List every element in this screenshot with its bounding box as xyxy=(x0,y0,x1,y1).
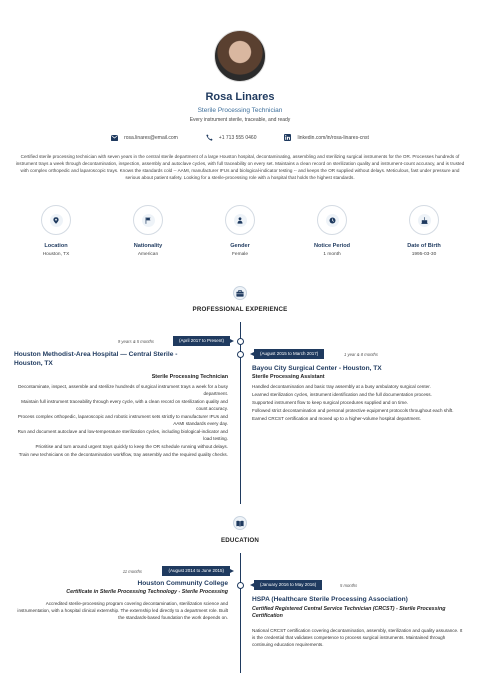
list-item: Followed strict decontamination and personal protective equipment protocols throughout each shift. xyxy=(252,407,454,413)
duration-label: 5 months xyxy=(340,583,358,588)
linkedin-icon xyxy=(284,134,291,141)
date-badge: (January 2016 to May 2016) xyxy=(254,580,322,590)
clock-icon xyxy=(326,214,339,227)
organization: Houston Methodist-Area Hospital — Central Sterile - Houston, TX xyxy=(14,351,178,367)
date-badge: (August 2015 to March 2017) xyxy=(254,349,324,359)
organization: Bayou City Surgical Center - Houston, TX xyxy=(252,365,382,372)
section-title-experience: PROFESSIONAL EXPERIENCE xyxy=(192,306,288,313)
fact-value: Houston, TX xyxy=(42,252,70,257)
education-entry xyxy=(252,596,466,648)
qualification: Certificate in Sterile Processing Technology - Sterile Processing xyxy=(66,588,228,595)
education-description: National CRCST certification covering decontamination, assembly, sterilization and quality assurance. It is the credential that validates competence to process surgical instruments. Maintained through continuing education requirements. xyxy=(252,627,463,647)
job-title: Sterile Processing Technician xyxy=(197,107,283,114)
list-item: Run and document autoclave and low-temperature sterilization cycles, including biological-indicator and load testing. xyxy=(17,429,228,442)
fact-value: Female xyxy=(232,252,248,257)
briefcase-icon xyxy=(233,286,247,300)
profile-summary: Certified sterile processing technician with seven years in the central sterile department of a large Houston hospital, decontaminating, assembling and sterilizing surgical instruments for the OR. Processes hundreds of instrument trays a week through decontamination, inspection, assembly and autoclave cycles, with full traceability on every set. Maintains a clean record on sterilization quality and instrument-count accuracy, and is trusted with complex orthopedic and laparoscopic trays. Knows the standards cold -- AAMI, manufacturer IFUs and biological-indicator testing -- and keeps the OR supplied without delays. Meticulous, fast under pressure and serious about patient safety. Looking for a sterile-processing role with a hospital that holds the highest standards. xyxy=(15,154,465,181)
personal-facts xyxy=(20,205,460,257)
list-item: Handled decontamination and basic tray assembly at a busy ambulatory surgical center. xyxy=(252,383,431,389)
location-pin-icon xyxy=(50,214,63,227)
fact-label: Nationality xyxy=(133,243,163,249)
experience-entry xyxy=(252,365,466,422)
email-icon xyxy=(111,134,118,141)
date-badge: (August 2014 to June 2015) xyxy=(162,566,230,576)
linkedin-text: linkedin.com/in/rosa-linares-cnst xyxy=(297,134,369,141)
fact-label: Date of Birth xyxy=(407,243,441,249)
email-text: rosa.linares@email.com xyxy=(124,134,178,141)
experience-entry xyxy=(14,351,228,458)
list-item: Decontaminate, inspect, assemble and sterilize hundreds of surgical instrument trays a week for a busy department. xyxy=(18,384,228,397)
contact-linkedin[interactable] xyxy=(284,134,368,141)
duration-label: 9 years & 5 months xyxy=(117,339,154,344)
fact-notice-period xyxy=(296,205,368,257)
list-item: Maintain full instrument traceability through every cycle, with a clean record on sterilization quality and count accuracy. xyxy=(21,399,228,412)
fact-value: 1 month xyxy=(323,252,341,257)
fact-label: Location xyxy=(44,243,68,249)
contact-phone[interactable] xyxy=(206,134,257,141)
list-item: Learned sterilization cycles, instrument identification and the full documentation process. xyxy=(252,391,432,397)
avatar xyxy=(214,30,266,82)
cake-icon xyxy=(418,214,431,227)
fact-gender xyxy=(204,205,276,257)
fact-value: American xyxy=(137,252,159,257)
role-title: Sterile Processing Technician xyxy=(151,374,228,381)
list-item: Earned CRCST certification and moved up to a higher-volume hospital department. xyxy=(252,415,421,421)
timeline-node xyxy=(237,351,244,358)
timeline-line xyxy=(240,553,241,673)
timeline-node xyxy=(237,582,244,589)
institution: Houston Community College xyxy=(137,580,228,587)
fact-nationality xyxy=(112,205,184,257)
tagline: Every instrument sterile, traceable, and ready xyxy=(189,117,291,123)
fact-date-of-birth xyxy=(388,205,460,257)
role-title: Sterile Processing Assistant xyxy=(252,373,325,380)
duration-label: 1 year & 8 months xyxy=(344,352,378,357)
list-item: Supported instrument flow to keep surgical procedures supplied and on time. xyxy=(252,399,409,405)
list-item: Train new technicians on the decontamination workflow, tray assembly and the required quality checks. xyxy=(18,452,228,458)
timeline-line xyxy=(240,322,241,504)
list-item: Prioritise and turn around urgent trays quickly to keep the OR schedule running without delays. xyxy=(35,444,228,450)
bullet-list xyxy=(14,383,228,458)
candidate-name: Rosa Linares xyxy=(205,91,275,103)
phone-icon xyxy=(206,134,213,141)
education-entry xyxy=(14,580,228,621)
fact-location xyxy=(20,205,92,257)
bullet-list xyxy=(252,383,466,422)
timeline-node xyxy=(237,338,244,345)
person-icon xyxy=(234,214,247,227)
date-badge: (April 2017 to Present) xyxy=(173,336,230,346)
list-item: Process complex orthopedic, laparoscopic and robotic instrument sets strictly to manufacturer IFUs and AAMI standards every day. xyxy=(17,414,228,427)
institution: HSPA (Healthcare Sterile Processing Association) xyxy=(252,596,408,603)
fact-label: Gender xyxy=(230,243,250,249)
flag-icon xyxy=(142,214,155,227)
section-title-education: EDUCATION xyxy=(220,537,260,544)
education-description: Accredited sterile-processing program covering decontamination, sterilization science and instrumentation, with a hospital clinical externship. The externship led directly to a department role. Built the standards-based foundation the work depends on. xyxy=(17,601,228,621)
phone-text: +1 713 555 0460 xyxy=(218,134,257,141)
book-icon xyxy=(233,516,247,530)
duration-label: 11 months xyxy=(122,569,142,574)
contact-bar xyxy=(0,134,480,141)
fact-value: 1995-03-30 xyxy=(411,252,437,257)
fact-label: Notice Period xyxy=(313,243,351,249)
profile-header xyxy=(0,30,480,123)
contact-email[interactable] xyxy=(111,134,178,141)
qualification: Certified Registered Central Service Technician (CRCST) - Sterile Processing Certification xyxy=(252,605,446,620)
